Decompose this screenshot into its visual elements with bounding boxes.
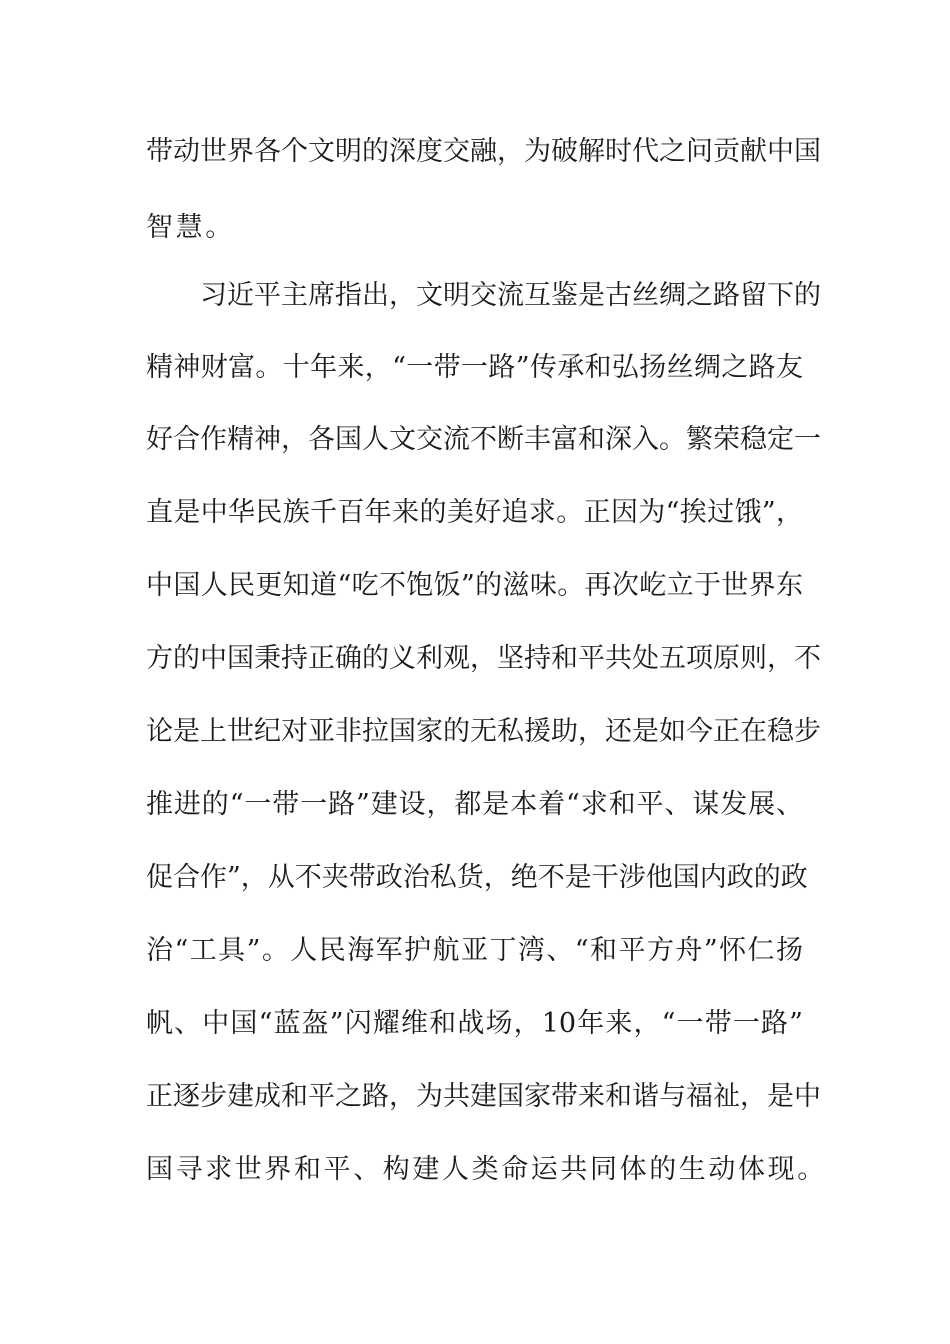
text-line: 促合作”，从不夹带政治私货，绝不是干涉他国内政的政 [146,862,808,893]
text-line: 治“工具”。人民海军护航亚丁湾、“和平方舟”怀仁扬 [146,935,803,966]
text-line: 帆、中国“蓝盔”闪耀维和战场，10年来，“一带一路” [146,1008,803,1039]
text-line: 好合作精神，各国人文交流不断丰富和深入。繁荣稳定一 [146,424,821,455]
text-line: 直是中华民族千百年来的美好追求。正因为“挨过饿”， [146,497,803,528]
text-line: 论是上世纪对亚非拉国家的无私援助，还是如今正在稳步 [146,716,821,747]
text-line: 智慧。 [146,212,235,243]
text-line: 国寻求世界和平、构建人类命运共同体的生动体现。 [146,1154,827,1185]
text-line: 带动世界各个文明的深度交融，为破解时代之问贡献中国 [146,136,821,167]
text-line: 方的中国秉持正确的义利观，坚持和平共处五项原则，不 [146,643,821,674]
text-line: 精神财富。十年来，“一带一路”传承和弘扬丝绸之路友 [146,352,803,383]
paragraph-first-line: 习近平主席指出，文明交流互鉴是古丝绸之路留下的 [200,280,821,311]
text-line: 正逐步建成和平之路，为共建国家带来和谐与福祉，是中 [146,1081,821,1112]
text-line: 推进的“一带一路”建设，都是本着“求和平、谋发展、 [146,789,803,820]
text-line: 中国人民更知道“吃不饱饭”的滋味。再次屹立于世界东 [146,570,803,601]
